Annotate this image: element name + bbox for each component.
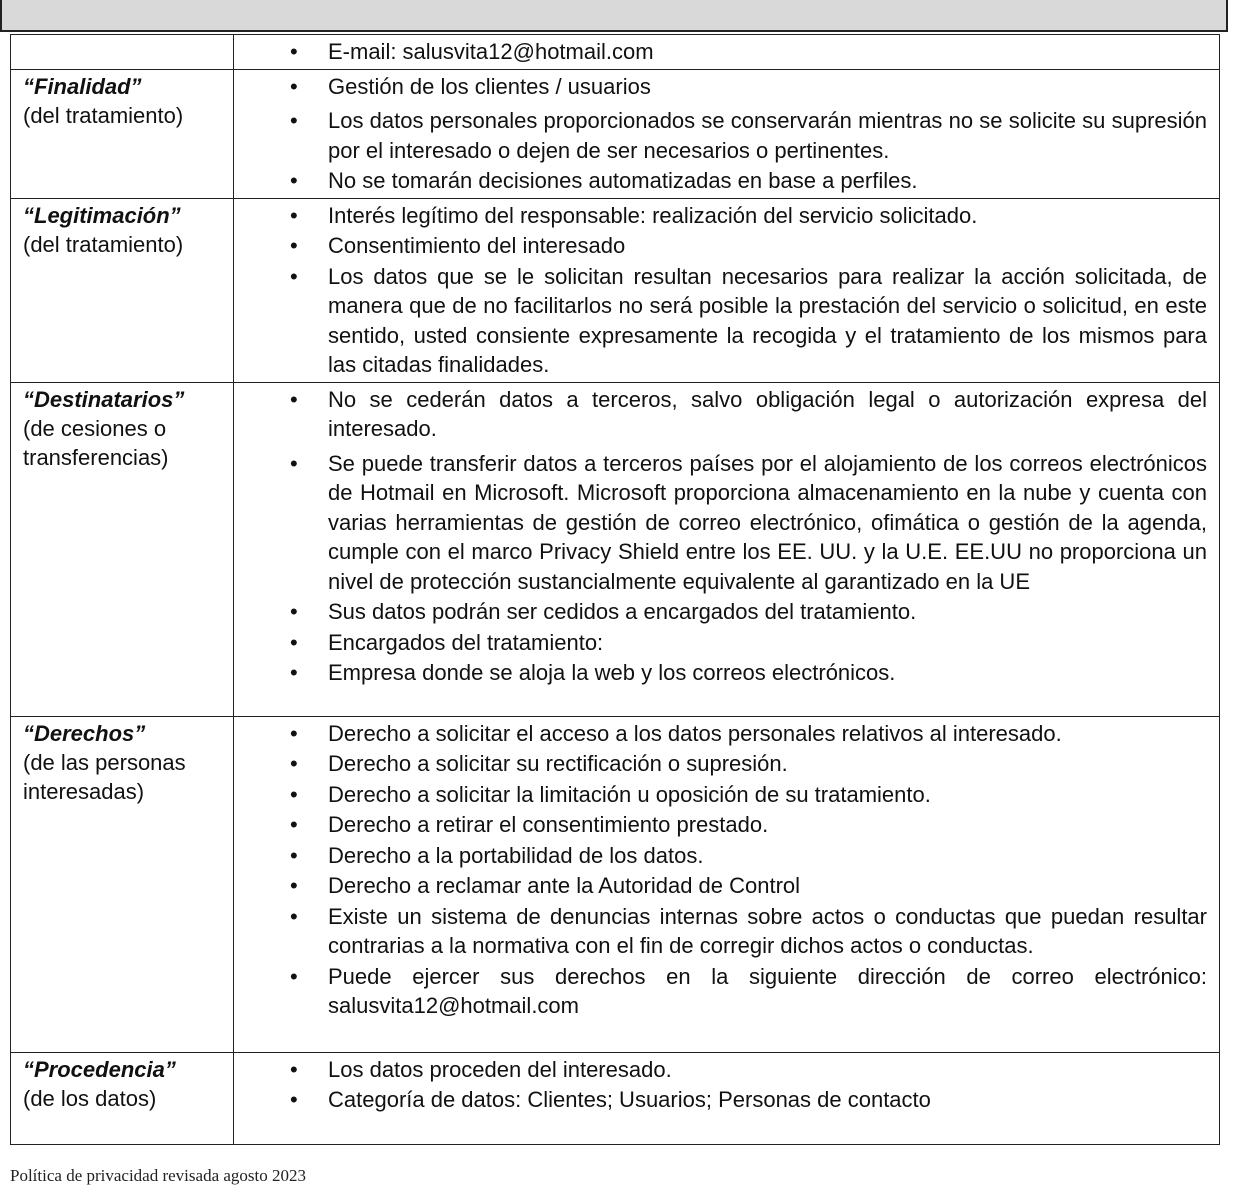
bullet: • xyxy=(290,963,298,989)
item-text: Consentimiento del interesado xyxy=(328,233,626,258)
bullet: • xyxy=(290,202,298,228)
item-text: Empresa donde se aloja la web y los correos electrónicos. xyxy=(328,660,896,685)
item-text: Derecho a la portabilidad de los datos. xyxy=(328,842,704,868)
list-item xyxy=(234,749,1207,779)
item-text: No se cederán datos a terceros, salvo obligación legal o autorización expresa del interesado. xyxy=(328,386,1207,441)
list-item xyxy=(234,449,1207,597)
list-item xyxy=(234,628,1207,658)
list-item xyxy=(234,719,1207,749)
list-item xyxy=(234,1055,1207,1085)
bullet: • xyxy=(290,73,298,99)
previous-table-header-band xyxy=(0,0,1228,32)
item-text: Los datos personales proporcionados se conservarán mientras no se solicite su supresión por el interesado o dejen de ser necesarios o pertinentes. xyxy=(328,108,1207,163)
bullet: • xyxy=(290,751,298,776)
bullet: • xyxy=(290,660,298,685)
list-item xyxy=(234,72,1207,102)
page-footer: Política de privacidad revisada agosto 2023 xyxy=(10,1166,306,1185)
list-item xyxy=(234,658,1207,688)
list-item xyxy=(234,597,1207,627)
item-text: Encargados del tratamiento: xyxy=(328,629,604,655)
list-item xyxy=(234,1085,1207,1115)
row-label-cell xyxy=(11,198,234,382)
item-text: Derecho a solicitar el acceso a los datos personales relativos al interesado. xyxy=(328,720,1062,746)
row-title: “Procedencia” xyxy=(23,1056,176,1082)
bullet: • xyxy=(290,781,298,807)
list-item xyxy=(234,166,1207,196)
item-text: Sus datos podrán ser cedidos a encargados del tratamiento. xyxy=(328,599,917,624)
row-subtitle: (de cesiones o transferencias) xyxy=(23,415,169,470)
bullet: • xyxy=(290,812,298,837)
list-item xyxy=(234,902,1207,961)
item-text: Se puede transferir datos a terceros países por el alojamiento de los correos electrónicos de Hotmail en Microsoft. Microsoft proporciona almacenamiento en la nube y cuenta con varias herramientas de gestión de correo electrónico, ofimática o gestión de la agenda, cumple con el marco Privacy Shield entre los EE. UU. y la U.E. EE.UU no proporciona un nivel de protección sustancialmente equivalente al garantizado en la UE xyxy=(328,450,1207,594)
row-content-cell xyxy=(234,382,1220,716)
list-item xyxy=(234,262,1207,380)
bullet: • xyxy=(290,108,298,133)
bullet: • xyxy=(290,39,298,64)
bullet: • xyxy=(290,263,298,289)
list-item xyxy=(234,106,1207,165)
list-item xyxy=(234,201,1207,231)
bullet: • xyxy=(290,1087,298,1112)
row-subtitle: (de los datos) xyxy=(23,1085,157,1111)
row-subtitle: (del tratamiento) xyxy=(23,102,184,128)
list-item xyxy=(234,841,1207,871)
list-item xyxy=(234,231,1207,261)
item-text: Puede ejercer sus derechos en la siguiente dirección de correo electrónico: salusvita12@hotmail.com xyxy=(328,963,1207,1018)
item-text: Los datos proceden del interesado. xyxy=(328,1056,672,1082)
item-text: Los datos que se le solicitan resultan necesarios para realizar la acción solicitada, de manera que de no facilitarlos no será posible la prestación del servicio o solicitud, en este sentido, usted consiente expresamente la recogida y el tratamiento de los mismos para las citadas finalidades. xyxy=(328,263,1207,377)
bullet: • xyxy=(290,720,298,746)
bullet: • xyxy=(290,450,298,476)
bullet: • xyxy=(290,386,298,412)
item-text: Derecho a solicitar su rectificación o supresión. xyxy=(328,751,788,776)
item-text: Interés legítimo del responsable: realización del servicio solicitado. xyxy=(328,202,978,228)
item-text: Categoría de datos: Clientes; Usuarios; Personas de contacto xyxy=(328,1087,931,1112)
table-row xyxy=(11,69,1220,198)
row-label-cell xyxy=(11,69,234,198)
row-content-cell xyxy=(234,69,1220,198)
bullet: • xyxy=(290,629,298,655)
row-content-cell xyxy=(234,35,1220,70)
item-text: No se tomarán decisiones automatizadas en base a perfiles. xyxy=(328,168,918,193)
table-row xyxy=(11,1052,1220,1144)
row-label-cell xyxy=(11,1052,234,1144)
list-item xyxy=(234,871,1207,901)
bullet: • xyxy=(290,873,298,898)
item-text: Gestión de los clientes / usuarios xyxy=(328,73,651,99)
row-title: “Finalidad” xyxy=(23,73,142,99)
bullet: • xyxy=(290,842,298,868)
list-item xyxy=(234,962,1207,1021)
row-title: “Legitimación” xyxy=(23,202,181,228)
bullet: • xyxy=(290,233,298,258)
bullet: • xyxy=(290,1056,298,1082)
bullet: • xyxy=(290,168,298,193)
table-row xyxy=(11,35,1220,70)
bullet: • xyxy=(290,599,298,624)
table-row xyxy=(11,198,1220,382)
item-text: Derecho a retirar el consentimiento prestado. xyxy=(328,812,769,837)
list-item xyxy=(234,810,1207,840)
row-label-cell xyxy=(11,716,234,1052)
row-subtitle: (del tratamiento) xyxy=(23,231,184,257)
row-content-cell xyxy=(234,198,1220,382)
table-row xyxy=(11,716,1220,1052)
list-item xyxy=(234,385,1207,444)
table-row xyxy=(11,382,1220,716)
item-text: E-mail: salusvita12@hotmail.com xyxy=(328,39,654,64)
row-subtitle: (de las personas interesadas) xyxy=(23,749,186,804)
row-content-cell xyxy=(234,716,1220,1052)
list-item xyxy=(234,780,1207,810)
row-title: “Destinatarios” xyxy=(23,386,185,412)
item-text: Derecho a solicitar la limitación u oposición de su tratamiento. xyxy=(328,781,931,807)
item-text: Existe un sistema de denuncias internas sobre actos o conductas que puedan resultar contrarias a la normativa con el fin de corregir dichos actos o conductas. xyxy=(328,903,1207,958)
item-text: Derecho a reclamar ante la Autoridad de Control xyxy=(328,873,801,898)
list-item xyxy=(234,37,1207,67)
privacy-info-table xyxy=(10,34,1220,1145)
row-title: “Derechos” xyxy=(23,720,146,746)
row-label-cell xyxy=(11,382,234,716)
privacy-table-body xyxy=(11,35,1220,1145)
row-label-cell xyxy=(11,35,234,70)
bullet: • xyxy=(290,903,298,929)
row-content-cell xyxy=(234,1052,1220,1144)
